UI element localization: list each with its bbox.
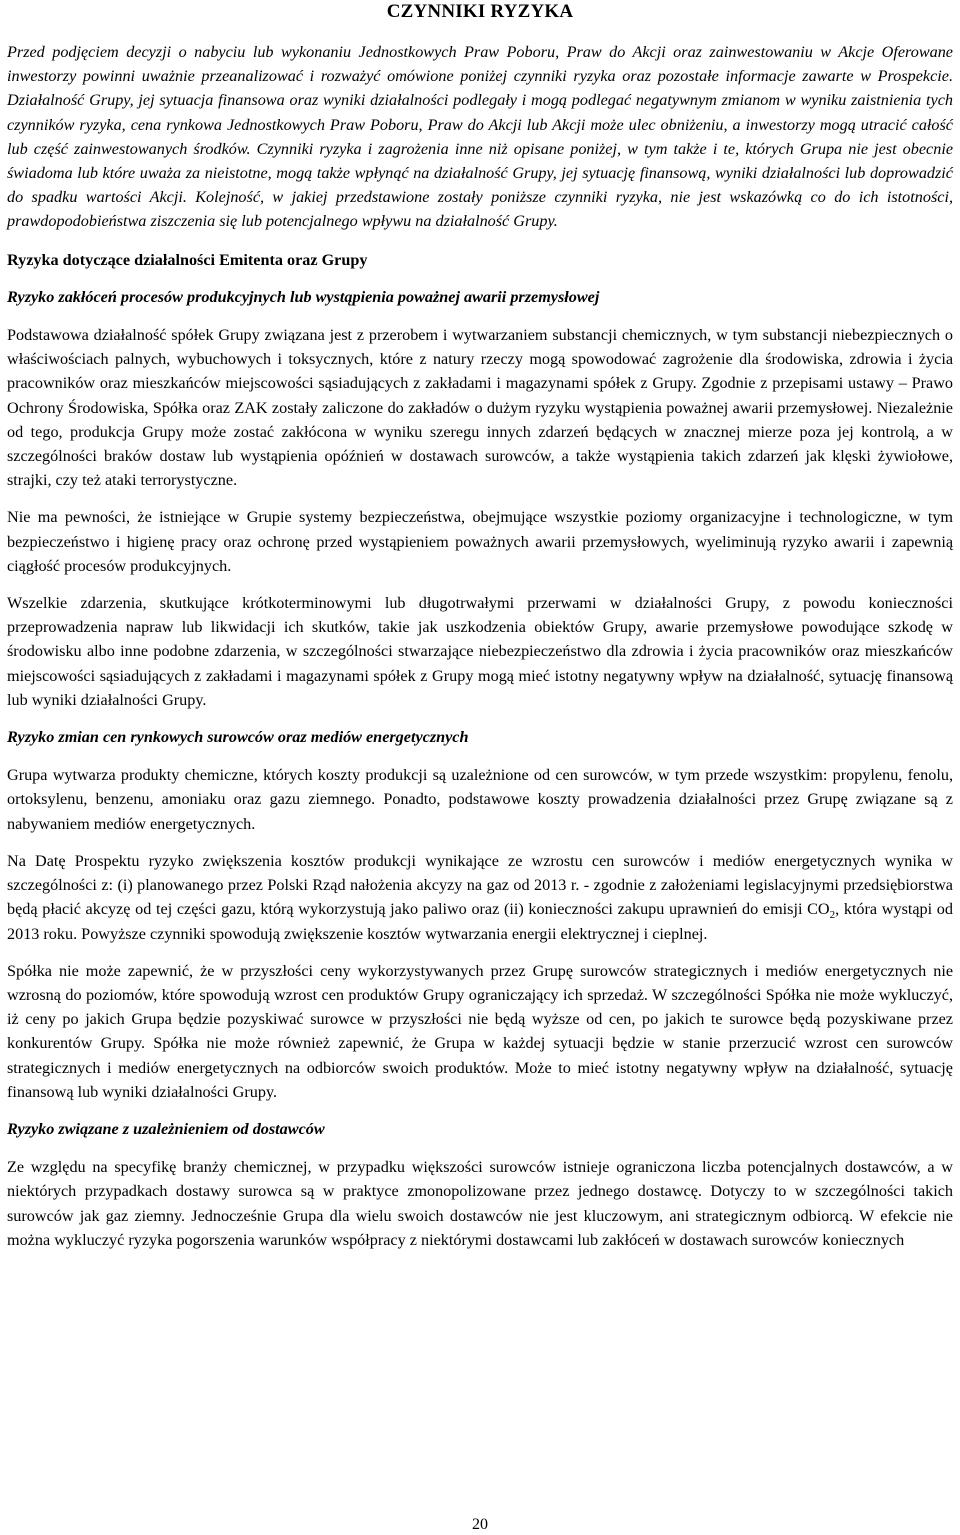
section-heading: Ryzyka dotyczące działalności Emitenta oraz Grupy xyxy=(7,250,368,269)
intro-part-3: Czynniki ryzyka i zagrożenia inne niż opisane poniżej, w tym także i te, których Grupa nie jest obecnie świadoma lub które uważa za nieistotne, mogą także wpłynąć na działalność Grupy, jej sytuację finansową, wyniki działalności lub doprowadzić do spadku wartości Akcji. Kolejność, w jakiej przedstawione zostały poniższe czynniki ryzyka, nie jest wskazówką co do ich istotności, prawdopodobieństwa ziszczenia się lub potencjalnego wpływu na działalność Grupy. xyxy=(7,139,954,231)
page-title: CZYNNIKI RYZYKA xyxy=(386,1,574,22)
paragraph: Wszelkie zdarzenia, skutkujące krótkoterminowymi lub długotrwałymi przerwami w działalności Grupy, z powodu konieczności przeprowadzenia napraw lub likwidacji ich skutków, takie jak uszkodzenia obiektów Grupy, awarie przemysłowe powodujące szkodę w środowisku albo inne podobne zdarzenia, w szczególności stwarzające niebezpieczeństwo dla zdrowia i życia pracowników oraz mieszkańców miejscowości sąsiadujących z zakładami i magazynami spółek z Grupy mogą mieć istotny negatywny wpływ na działalność, sytuację finansową lub wyniki działalności Grupy. xyxy=(7,594,953,709)
paragraph: Ze względu na specyfikę branży chemicznej, w przypadku większości surowców istnieje ograniczona liczba potencjalnych dostawców, a w niektórych przypadkach dostawy surowca są w praktyce zmonopolizowane przez jednego dostawcę. Dotyczy to w szczególności takich surowców jak gaz ziemny. Jednocześnie Grupa dla wielu swoich dostawców nie jest kluczowym, ani strategicznym odbiorcą. W efekcie nie można wykluczyć ryzyka pogorszenia warunków współpracy z niektórymi dostawcami lub zakłóceń w dostawach surowców koniecznych xyxy=(7,1158,953,1249)
document-page xyxy=(7,0,953,1535)
paragraph: Podstawowa działalność spółek Grupy związana jest z przerobem i wytwarzaniem substancji chemicznych, w tym substancji niebezpiecznych o właściwościach palnych, wybuchowych i toksycznych, które z natury rzeczy mogą spowodować zagrożenie dla środowiska, zdrowia i życia pracowników oraz mieszkańców miejscowości sąsiadujących z zakładami i magazynami spółek z Grupy. Zgodnie z przepisami ustawy – Prawo Ochrony Środowiska, Spółka oraz ZAK zostały zaliczone do zakładów o dużym ryzyku wystąpienia poważnej awarii przemysłowej. Niezależnie od tego, produkcja Grupy może zostać zakłócona w wyniku szeregu innych zdarzeń będących w znacznej mierze poza jej kontrolą, a w szczególności braków dostaw lub wystąpienia opóźnień w dostawach surowców, a także wystąpienia takich zdarzeń jak klęski żywiołowe, strajki, czy też ataki terrorystyczne. xyxy=(7,326,953,490)
subheading-production-risk: Ryzyko zakłóceń procesów produkcyjnych lub wystąpienia poważnej awarii przemysłowej xyxy=(7,287,600,306)
intro-part-2: Działalność Grupy, jej sytuacja finansowa oraz wyniki działalności podlegały i mogą podlegać negatywnym zmianom w wyniku zaistnienia tych czynników ryzyka, cena rynkowa Jednostkowych Praw Poboru, Praw do Akcji lub Akcji może ulec obniżeniu, a inwestorzy mogą utracić całość lub część zainwestowanych środków. xyxy=(7,91,953,158)
intro-paragraph xyxy=(7,40,953,234)
paragraph: Spółka nie może zapewnić, że w przyszłości ceny wykorzystywanych przez Grupę surowców strategicznych i mediów energetycznych nie wzrosną do poziomów, które spowodują wzrost cen produktów Grupy ograniczający ich sprzedaż. W szczególności Spółka nie może wykluczyć, iż ceny po jakich Grupa będzie pozyskiwać surowce w przyszłości nie będą wyższe od cen, po jakich te surowce będą pozyskiwane przez konkurentów Grupy. Spółka nie może również zapewnić, że Grupa w każdej sytuacji będzie w stanie przerzucić wzrost cen surowców strategicznych i mediów energetycznych na odbiorców swoich produktów. Może to mieć istotny negatywny wpływ na działalność, sytuację finansową lub wyniki działalności Grupy. xyxy=(7,961,953,1101)
subscript: 2 xyxy=(829,909,836,922)
paragraph-part: Na Datę Prospektu ryzyko zwiększenia kosztów produkcji wynikające ze wzrostu cen surowców i mediów energetycznych wynika w szczególności z: (i) planowanego przez Polski Rząd nałożenia akcyzy na gaz od 2013 r. - zgodnie z założeniami legislacyjnymi przedsiębiorstwa będą płacić akcyzę od tej części gazu, którą wykorzystują jako paliwo oraz (ii) konieczności zakupu uprawnień do emisji CO xyxy=(7,851,953,919)
page-number: 20 xyxy=(472,1516,488,1533)
subheading-price-risk: Ryzyko zmian cen rynkowych surowców oraz mediów energetycznych xyxy=(7,728,469,747)
subheading-supplier-risk: Ryzyko związane z uzależnieniem od dostawców xyxy=(7,1119,325,1138)
paragraph: Grupa wytwarza produkty chemiczne, których koszty produkcji są uzależnione od cen surowców, w tym przede wszystkim: propylenu, fenolu, ortoksylenu, benzenu, amoniaku oraz gazu ziemnego. Ponadto, podstawowe koszty prowadzenia działalności przez Grupę związane są z nabywaniem mediów energetycznych. xyxy=(7,766,953,833)
paragraph xyxy=(7,849,953,946)
intro-part-1: Przed podjęciem decyzji o nabyciu lub wykonaniu Jednostkowych Praw Poboru, Praw do Akcji oraz zainwestowaniu w Akcje Oferowane inwestorzy powinni uważnie przeanalizować i rozważyć omówione poniżej czynniki ryzyka oraz pozostałe informacje zawarte w Prospekcie. xyxy=(7,43,953,86)
paragraph-part: , która wystąpi od 2013 roku. Powyższe czynniki spowodują zwiększenie kosztów wytwarzania energii elektrycznej i cieplnej. xyxy=(7,900,953,943)
paragraph: Nie ma pewności, że istniejące w Grupie systemy bezpieczeństwa, obejmujące wszystkie poziomy organizacyjne i technologiczne, w tym bezpieczeństwo i higienę pracy oraz ochronę przed wystąpieniem poważnych awarii przemysłowych, wyeliminują ryzyko awarii i zapewnią ciągłość procesów produkcyjnych. xyxy=(7,508,953,575)
